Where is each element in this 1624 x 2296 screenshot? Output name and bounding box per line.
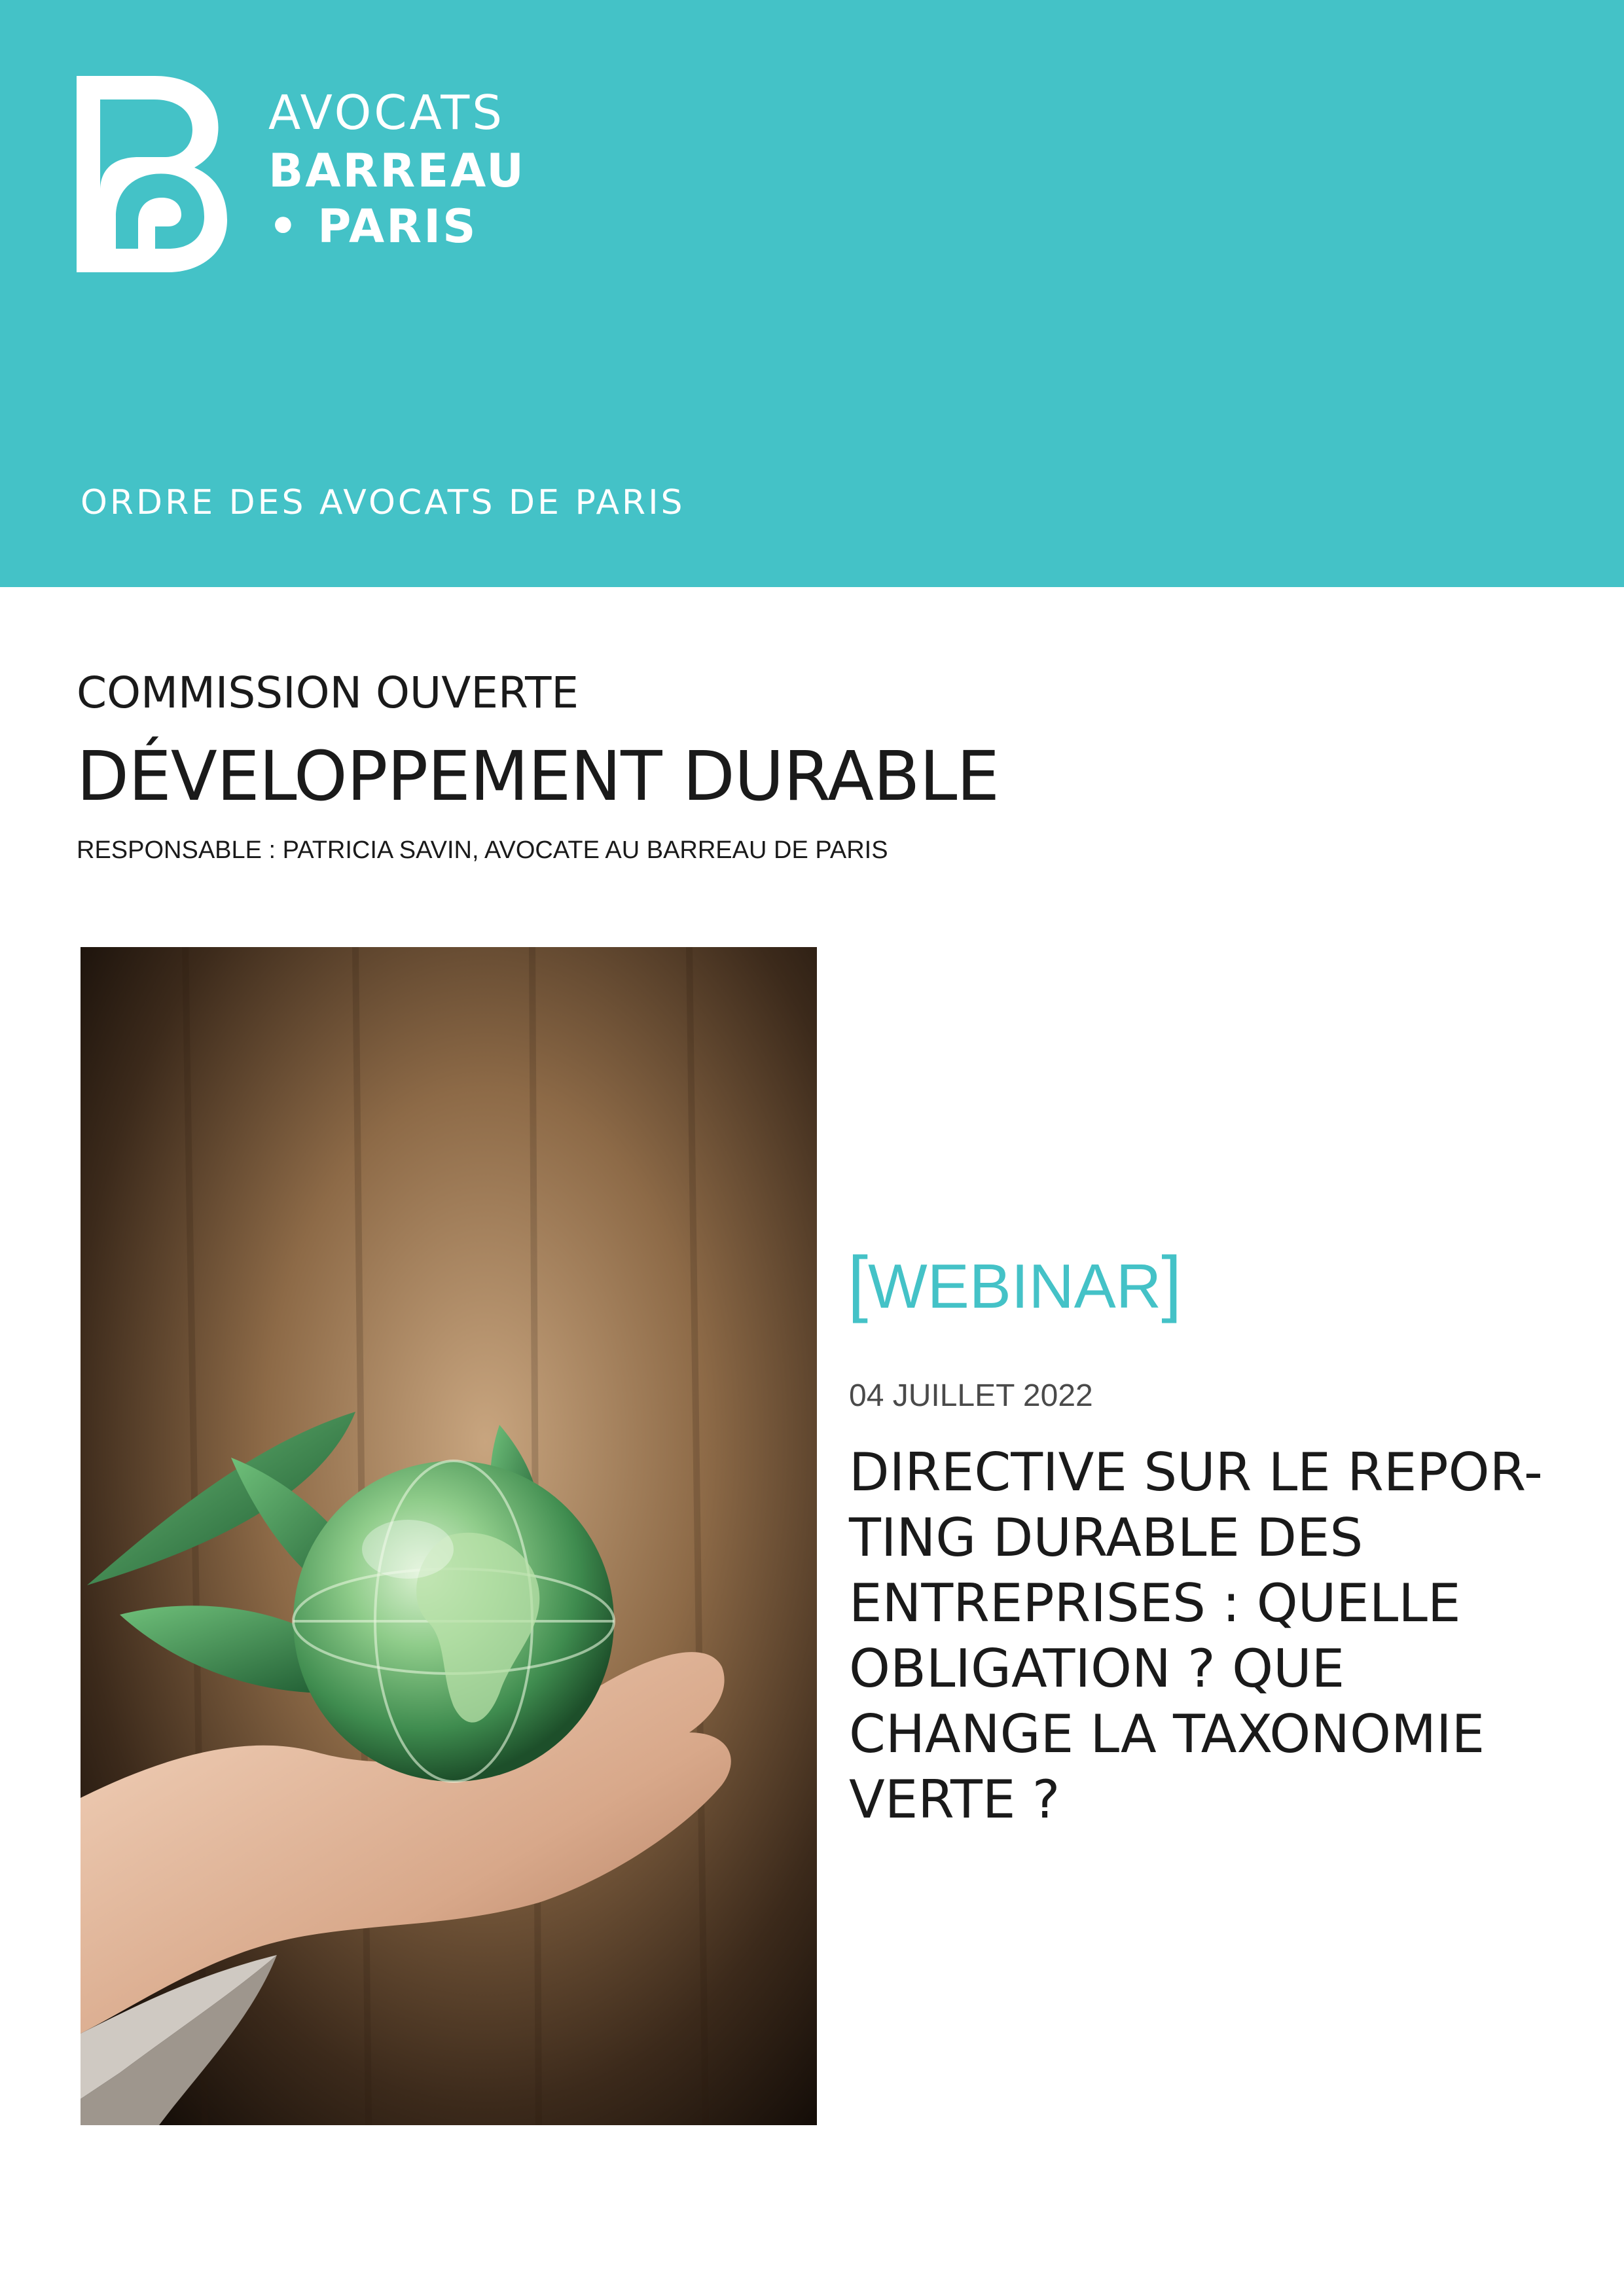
event-title	[849, 1440, 1582, 1833]
hand-globe-photo	[81, 947, 817, 2125]
event-title-line: DIRECTIVE SUR LE REPOR-	[849, 1442, 1543, 1503]
event-date: 04 JUILLET 2022	[849, 1378, 1093, 1413]
right-bracket-icon: ]	[1161, 1242, 1182, 1323]
barreau-b-logo-icon	[77, 76, 227, 272]
event-title-line: VERTE ?	[849, 1769, 1060, 1830]
commission-title: DÉVELOPPEMENT DURABLE	[77, 736, 1000, 816]
left-bracket-icon: [	[848, 1242, 869, 1323]
ordre-label: ORDRE DES AVOCATS DE PARIS	[81, 483, 685, 522]
event-title-line: CHANGE LA TAXONOMIE	[849, 1704, 1485, 1765]
event-title-line: OBLIGATION ? QUE	[849, 1638, 1345, 1699]
event-title-line: TING DURABLE DES	[849, 1507, 1363, 1568]
brand-avocats: AVOCATS	[268, 85, 505, 140]
event-title-line: ENTREPRISES : QUELLE	[849, 1573, 1461, 1634]
webinar-tag	[848, 1240, 1182, 1325]
header-banner	[0, 0, 1624, 587]
brand-paris: • PARIS	[268, 200, 478, 253]
webinar-label: WEBINAR	[868, 1251, 1162, 1321]
responsable-line: RESPONSABLE : PATRICIA SAVIN, AVOCATE AU BARREAU DE PARIS	[77, 836, 888, 864]
brand-barreau: BARREAU	[268, 144, 526, 198]
commission-label: COMMISSION OUVERTE	[77, 668, 579, 718]
